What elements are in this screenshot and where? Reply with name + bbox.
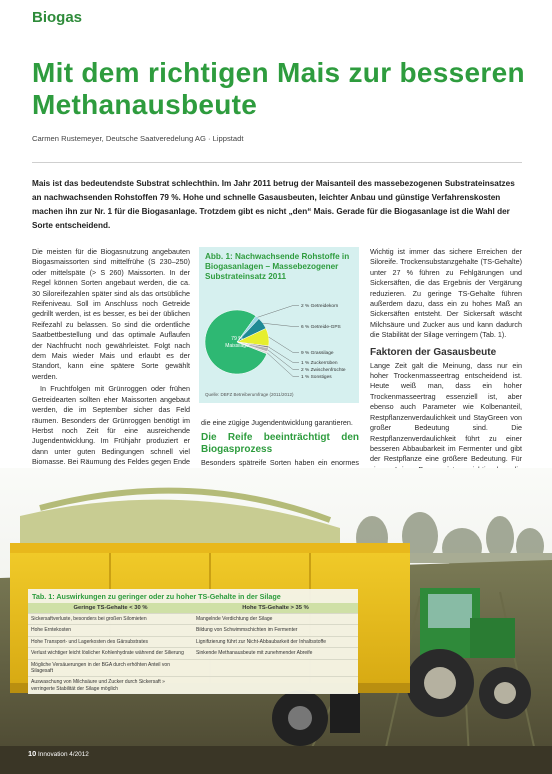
pie-value-label: 79 %: [231, 336, 243, 342]
section-label: Biogas: [32, 9, 83, 26]
figure-title: Abb. 1: Nachwachsende Rohstoffe in Biogasanlagen – Massebezogener Substrateinsatz 2011: [205, 252, 350, 281]
pie-slice-label: 9 % Grassilage: [301, 351, 334, 356]
table-cell: Mangelnde Verdichtung der Silage: [193, 614, 358, 625]
table-row: [28, 648, 358, 659]
paragraph: In Fruchtfolgen mit Grünroggen oder frühen Getreidearten sollten eher Maissorten angebaut werden, die im September sicher das Feld räumen. Besonders der Grünroggen benötigt im Herbst noch Zeit für eine ausreichende Jugendentwicklung. Im Frühjahr produziert er dann unter guten Bedingungen schnell viel Biomasse. Bei Räumung des Feldes gegen Ende: [32, 384, 190, 467]
column-header: Hohe TS-Gehalte > 35 %: [193, 603, 358, 614]
table-row: [28, 636, 358, 647]
table-row: [28, 659, 358, 677]
pie-leader-line: [268, 350, 299, 370]
table-cell: Hohe Transport- und Lagerkosten des Gärsubstrates: [28, 636, 193, 647]
page-number: 10: [28, 749, 37, 758]
pie-slice-label: 6 % Getreide-GPS: [301, 325, 341, 330]
author-line: Carmen Rustemeyer, Deutsche Saatveredelung AG · Lippstadt: [32, 134, 244, 143]
table-cell: Mögliche Versäuerungen in der BGA durch erhöhten Anteil von Silagesaft: [28, 659, 193, 677]
subheading: Die Reife beeinträchtigt den Biogasprozess: [201, 432, 359, 456]
figure-source: Quelle: DBFZ Betreiberumfrage (2011/2012): [205, 392, 294, 397]
pie-slice-label: Maissilage: [225, 343, 249, 349]
table-row: [28, 625, 358, 636]
table: [28, 603, 358, 694]
data-table: [28, 589, 358, 694]
pie-slice-label: 1 % Zuckerrüben: [301, 361, 338, 366]
pie-leader-line: [263, 323, 299, 326]
table-cell: Bildung von Schwimmschichten im Fermenter: [193, 625, 358, 636]
figure-box: [199, 247, 359, 403]
table-cell: [193, 677, 358, 694]
table-cell: Verlust wichtiger leicht löslicher Kohlenhydrate während der Silierung: [28, 648, 193, 659]
pie-slice-label: 2 % Zwischenfrüchte: [301, 368, 346, 373]
table-cell: Hohe Erntekosten: [28, 625, 193, 636]
paragraph: Lange Zeit galt die Meinung, dass nur ein hoher Trockenmasseertrag entscheidend ist. Heute weiß man, dass ein hoher Trockenmasseertrag essenziell ist, aber ebenso auch Parameter wie Kolbenanteil, Restpflanzenverdaulichkeit und StayGreen von großer Bedeutung sind. Die Restpflanzenverdaulichkeit führt zu einer besseren Abbaubarkeit im Fermenter und gibt der Restpflanze eine größere Bedeutung. Für: [370, 360, 522, 464]
lead-paragraph: Mais ist das bedeutendste Substrat schlechthin. Im Jahr 2011 betrug der Maisanteil des massebezogenen Substrateinsatzes an nachwachsenden Rohstoffen 79 %. Hohe und schnelle Gasausbeuten, leichter Anbau und günstige Verfahrenskosten machen ihn zur Nr. 1 für die Biogasanlage. Trotzdem gibt es nicht „den“ Mais. Gerade für die Biogasanlage ist die Wahl der Sorte entscheidend.: [32, 179, 515, 230]
pie-slice-label: 1 % Sonstiges: [301, 375, 332, 380]
pie-leader-line: [269, 347, 299, 362]
pie-leader-line: [269, 337, 299, 353]
pie-chart: [199, 247, 359, 403]
paragraph: die eine zügige Jugendentwicklung garantieren.: [201, 418, 353, 427]
column-1: [32, 247, 190, 480]
subheading: Faktoren der Gasausbeute: [370, 346, 497, 358]
table-header-row: [28, 603, 358, 614]
table-row: [28, 677, 358, 694]
paragraph: Wichtig ist immer das sichere Erreichen der Siloreife. Trockensubstanzgehalte (TS-Gehalte) unter 27 % führen zu Fehlgärungen und Sickersäften, die das Ergebnis der Vergärung reduzieren. Zu geringe TS-Gehalte führen außerdem dazu, dass ein zu hohes Maß an Sickersäften entsteht. Der Sickersaft wäscht Milchsäure und Zucker aus und kann dadurch die Stabilität der Silage verringern (Tab. 1).: [370, 247, 522, 340]
pie-slice-label: 2 % Getreidekorn: [301, 304, 339, 309]
page-footer: [28, 749, 89, 758]
table-cell: Auswaschung von Milchsäure und Zucker durch Sickersaft » verringerte Stabilität der Silage möglich: [28, 677, 193, 694]
issue-label: Innovation 4/2012: [38, 751, 89, 758]
paragraph: Besonders spätreife Sorten haben ein enormes: [201, 458, 359, 468]
divider: [32, 162, 522, 163]
paragraph: Die meisten für die Biogasnutzung angebauten Biogasmaissorten sind mittelfrühe (S 230–250) oder mittelspäte (> S 260) Maissorten. In der Regel können Sorten angebaut werden, die ca. 30 Siloreifezahlen später sind als das ortsübliche Reifeniveau. Soll im Anschluss noch Getreide gedrillt werden, ist es besser, es bei der üblichen Reifezahl zu belassen. So sind die ordentliche Saatbettbestellung und das optimale Auflaufen der Nachfrucht noch gewährleistet. Folgt nach dem Mais wieder Mais und erlaubt es der Standort, kann eine spätere Sorte gewählt werden.: [32, 247, 190, 381]
column-header: Geringe TS-Gehalte < 30 %: [28, 603, 193, 614]
table-title: Tab. 1: Auswirkungen zu geringer oder zu hoher TS-Gehalte in der Silage: [32, 592, 281, 601]
table-cell: Sinkende Methanausbeute mit zunehmender Abreife: [193, 648, 358, 659]
table-cell: Lignifizierung führt zur Nicht-Abbaubarkeit der Inhaltsstoffe: [193, 636, 358, 647]
article-title: Mit dem richtigen Mais zur besseren Methanausbeute: [32, 57, 525, 120]
table-row: [28, 614, 358, 625]
table-cell: Sickersaftverluste, besonders bei großen Silomieten: [28, 614, 193, 625]
column-3: [370, 247, 522, 488]
pie-leader-line: [257, 306, 299, 318]
table-cell: [193, 659, 358, 677]
